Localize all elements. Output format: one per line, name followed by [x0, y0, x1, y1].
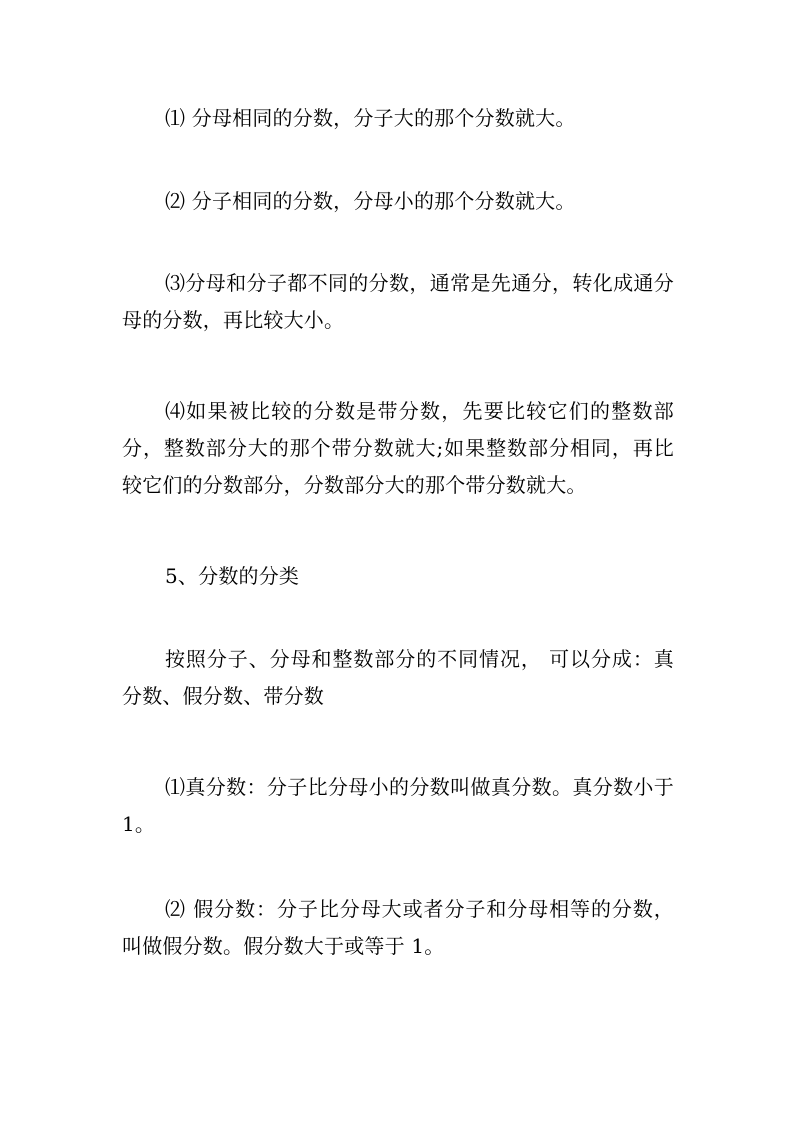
- rule-same-denominator: ⑴ 分母相同的分数，分子大的那个分数就大。: [165, 106, 576, 130]
- rule-same-numerator: ⑵ 分子相同的分数，分母小的那个分数就大。: [165, 189, 576, 213]
- classification-intro: 按照分子、分母和整数部分的不同情况， 可以分成：真分数、假分数、带分数: [122, 647, 674, 708]
- rule-different-fractions: ⑶分母和分子都不同的分数，通常是先通分，转化成通分母的分数，再比较大小。: [122, 271, 674, 332]
- section-heading-fraction-classification: 5、分数的分类: [165, 564, 300, 588]
- definition-proper-fraction: ⑴真分数：分子比分母小的分数叫做真分数。真分数小于 1。: [122, 775, 674, 836]
- definition-improper-fraction: ⑵ 假分数：分子比分母大或者分子和分母相等的分数，叫做假分数。假分数大于或等于 1。: [122, 897, 674, 958]
- rule-mixed-numbers: ⑷如果被比较的分数是带分数，先要比较它们的整数部分，整数部分大的那个带分数就大;如果整数部分相同，再比较它们的分数部分，分数部分大的那个带分数就大。: [122, 399, 674, 497]
